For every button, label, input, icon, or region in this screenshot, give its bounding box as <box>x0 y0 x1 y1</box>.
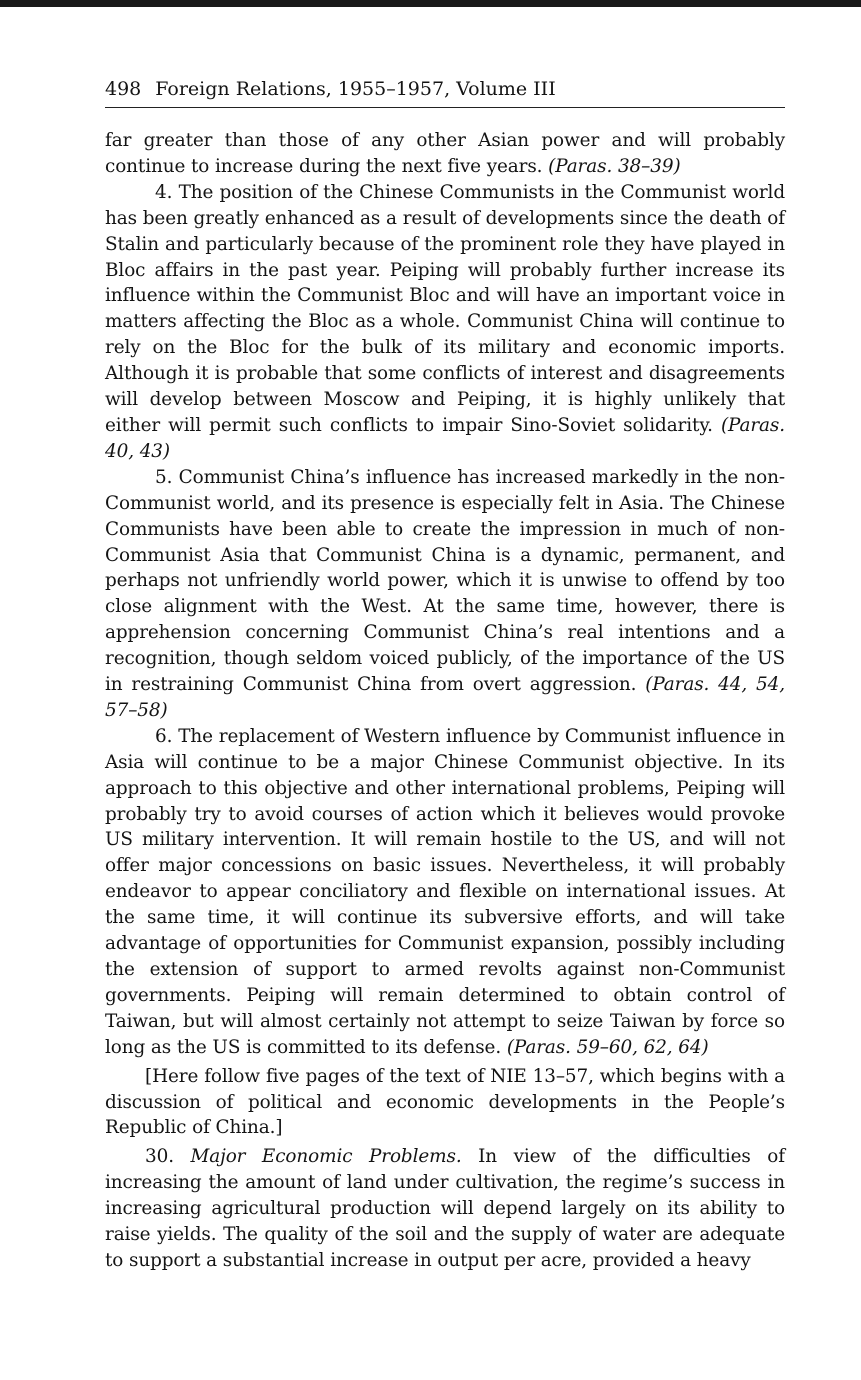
paragraph-6 <box>105 724 785 1061</box>
paragraph-text: 5. Communist China’s influence has increased markedly in the non-Communist world, and its presence is especially felt in Asia. The Chinese Communists have been able to create the impression in much of non-Communist Asia that Communist China is a dynamic, permanent, and perhaps not unfriendly world power, which it is unwise to offend by too close alignment with the West. At the same time, however, there is apprehension concerning Communist China’s real intentions and a recognition, though seldom voiced publicly, of the importance of the US in restraining Communist China from overt aggression. <box>105 466 785 696</box>
paragraph-lead-heading: Major Economic Problems. <box>190 1146 462 1168</box>
paragraph-number: 30. <box>145 1146 191 1168</box>
editorial-note <box>105 1064 785 1142</box>
paragraph-reference: (Paras. 40, 43) <box>105 414 785 462</box>
paragraph-4 <box>105 180 785 465</box>
paragraph-text: 4. The position of the Chinese Communists in the Communist world has been greatly enhanced as a result of developments since the death of Stalin and particularly because of the prominent role they have played in Bloc affairs in the past year. Peiping will probably further increase its influence within the Communist Bloc and will have an important voice in matters affecting the Bloc as a whole. Communist China will continue to rely on the Bloc for the bulk of its military and economic imports. Although it is probable that some conflicts of interest and disagreements will develop between Moscow and Peiping, it is highly unlikely that either will permit such conflicts to impair Sino-Soviet solidarity. <box>105 181 785 436</box>
running-title: Foreign Relations, 1955–1957, Volume III <box>155 78 556 100</box>
paragraph-text: In view of the difficulties of increasing the amount of land under cultivation, the regime’s success in increasing agricultural production will depend largely on its ability to raise yields. The quality of the soil and the supply of water are adequate to support a substantial increase in output per acre, provided a heavy <box>105 1146 785 1271</box>
running-head <box>105 76 785 108</box>
editorial-note-text: [Here follow five pages of the text of NIE 13–57, which begins with a discussion of political and economic developments in the People’s Republic of China.] <box>105 1065 785 1139</box>
paragraph-30 <box>105 1144 785 1274</box>
scan-top-edge <box>0 0 861 7</box>
paragraph-reference: (Paras. 44, 54, 57–58) <box>105 674 785 721</box>
paragraph-reference: (Paras. 38–39) <box>548 155 681 177</box>
paragraph-text: far greater than those of any other Asian power and will probably continue to increase during the next five years. <box>105 130 785 177</box>
paragraph-5 <box>105 465 785 724</box>
body-text <box>105 128 785 1274</box>
page-number: 498 <box>105 78 142 100</box>
document-page <box>105 76 785 1274</box>
paragraph-reference: (Paras. 59–60, 62, 64) <box>506 1036 709 1058</box>
paragraph-text: 6. The replacement of Western influence by Communist influence in Asia will continue to be a major Chinese Communist objective. In its approach to this objective and other international problems, Peiping will probably try to avoid courses of action which it believes would provoke US military intervention. It will remain hostile to the US, and will not offer major concessions on basic issues. Nevertheless, it will probably endeavor to appear conciliatory and flexible on international issues. At the same time, it will continue its subversive efforts, and will take advantage of opportunities for Communist expansion, possibly including the extension of support to armed revolts against non-Communist governments. Peiping will remain determined to obtain control of Taiwan, but will almost certainly not attempt to seize Taiwan by force so long as the US is committed to its defense. <box>105 725 785 1058</box>
paragraph-continuation <box>105 128 785 180</box>
